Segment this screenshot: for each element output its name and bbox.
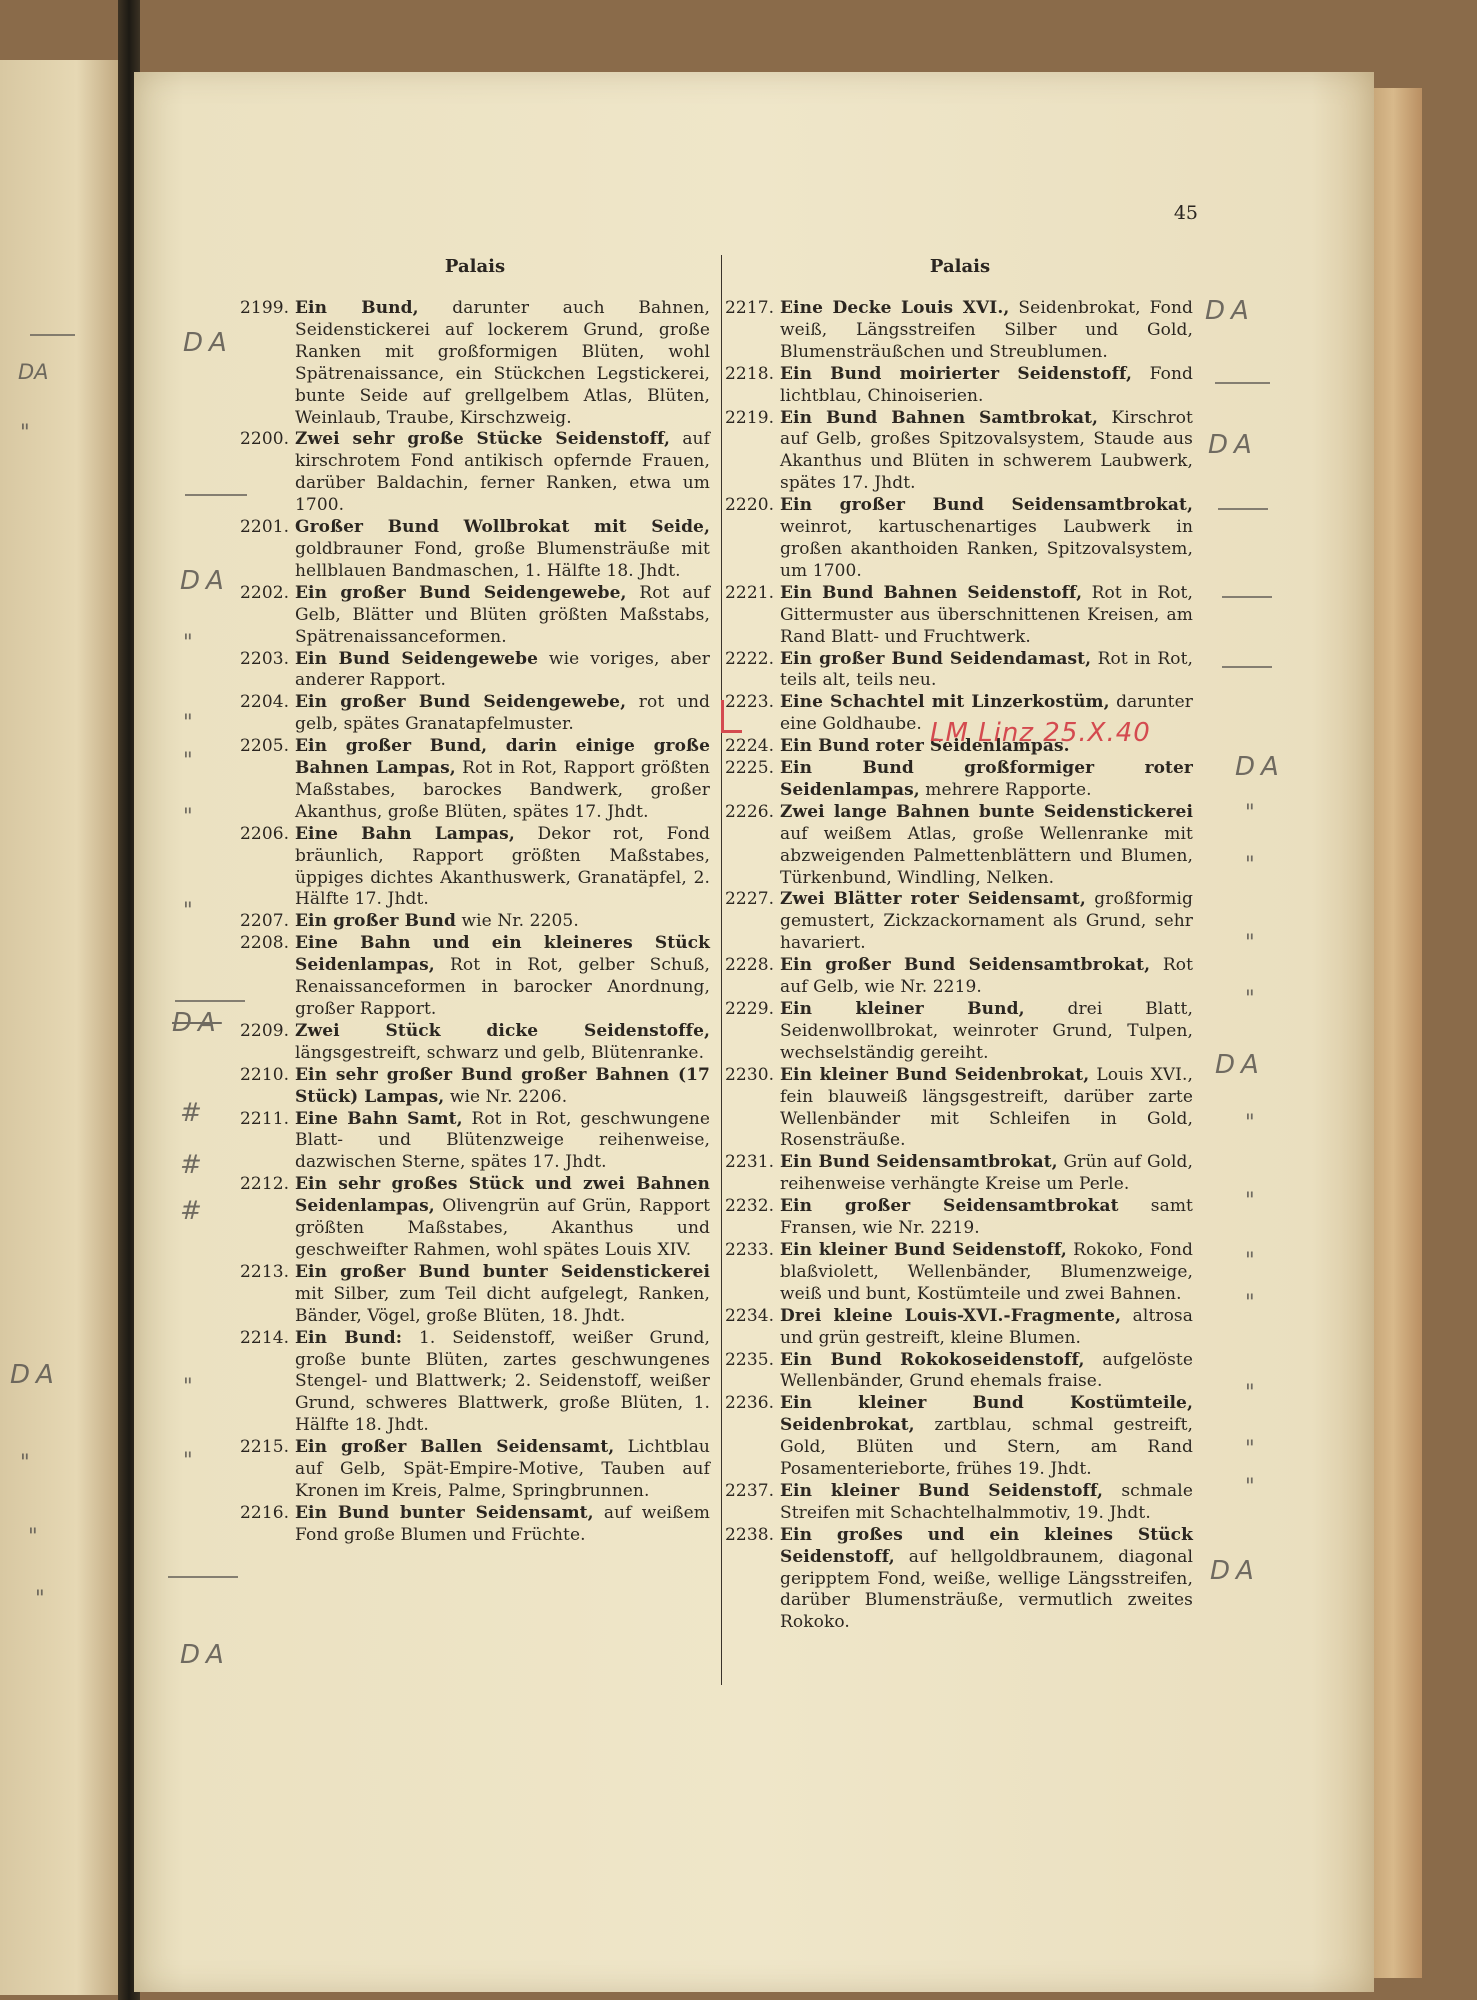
margin-dash: [1222, 596, 1272, 598]
entry-heading: Ein großer Bund Seidendamast,: [780, 648, 1092, 669]
entry-number: 2207.: [240, 911, 290, 932]
entry-number: 2200.: [240, 429, 290, 450]
entry-heading: Eine Decke Louis XVI.,: [780, 298, 1010, 318]
margin-note-da: DA: [10, 1360, 60, 1390]
entry-number: 2224.: [725, 736, 775, 757]
entry-heading: Ein kleiner Bund Seidenstoff,: [780, 1480, 1104, 1501]
catalog-entry: [725, 1196, 1193, 1240]
margin-note-ditto: ": [183, 710, 193, 734]
entry-heading: Zwei Blätter roter Seidensamt,: [780, 889, 1086, 910]
catalog-entry: [240, 1065, 710, 1109]
margin-note-ditto: ": [183, 1448, 193, 1472]
entry-number: 2225.: [725, 758, 775, 779]
margin-note-ditto: ": [1245, 800, 1255, 824]
margin-note-da: DA: [1215, 1050, 1265, 1080]
entry-number: 2222.: [725, 648, 775, 669]
entry-number: 2199.: [240, 298, 290, 318]
margin-note-ditto: ": [183, 898, 193, 922]
left-column: [240, 298, 710, 1547]
entry-heading: Ein sehr großer Bund großer Bahnen (17 Stück) Lampas,: [295, 1064, 710, 1107]
page-stack-edge: [1374, 88, 1422, 1978]
entry-heading: Ein großer Bund Seidensamtbrokat,: [780, 495, 1193, 516]
entry-number: 2204.: [240, 692, 290, 713]
entry-description: Rot in Rot, Rapport größten Maßstabes, barockes Bandwerk, großer Akanthus, große Blüten, spätes 17. Jhdt.: [295, 758, 710, 822]
catalog-entry: [240, 1174, 710, 1262]
catalog-entry: [240, 736, 710, 824]
catalog-entry: [240, 583, 710, 649]
catalog-entry: [240, 298, 710, 429]
margin-dash: [1222, 666, 1272, 668]
entry-heading: Eine Bahn Lampas,: [295, 823, 515, 844]
entry-number: 2238.: [725, 1524, 775, 1545]
catalog-entry: [240, 649, 710, 693]
entry-number: 2235.: [725, 1349, 775, 1370]
catalog-entry: [240, 1328, 710, 1438]
margin-note-ditto: ": [183, 748, 193, 772]
catalog-entry: [240, 1021, 710, 1065]
entry-number: 2210.: [240, 1064, 290, 1085]
margin-note-hash: #: [180, 1098, 208, 1128]
entry-number: 2228.: [725, 955, 775, 976]
entry-heading: Großer Bund Wollbrokat mit Seide,: [295, 517, 710, 538]
catalog-entry: [725, 1481, 1193, 1525]
entry-heading: Ein kleiner Bund Seidenstoff,: [780, 1239, 1067, 1260]
entry-heading: Drei kleine Louis-XVI.-Fragmente,: [780, 1305, 1122, 1326]
entry-heading: Ein großer Bund, darin einige große Bahnen Lampas,: [295, 736, 710, 779]
catalog-entry: [725, 583, 1193, 649]
entry-heading: Ein Bund Bahnen Samtbrokat,: [780, 407, 1099, 428]
right-column: [725, 298, 1193, 1634]
entry-number: 2213.: [240, 1261, 290, 1282]
margin-note-da: DA: [1210, 1556, 1260, 1586]
entry-description: Rot auf Gelb, Blätter und Blüten größten Maßstabs, Spätrenaissanceformen.: [295, 582, 710, 647]
entry-heading: Ein großer Bund Seidengewebe,: [295, 582, 627, 603]
entry-heading: Ein großer Bund Seidengewebe,: [295, 692, 627, 713]
entry-number: 2211.: [240, 1108, 290, 1129]
red-ink-note: LM Linz 25.X.40: [930, 718, 1151, 748]
entry-description: samt Fransen, wie Nr. 2219.: [780, 1196, 1193, 1239]
entry-number: 2234.: [725, 1305, 775, 1326]
entry-number: 2208.: [240, 933, 290, 954]
catalog-entry: [725, 1306, 1193, 1350]
margin-note-da: DA: [1208, 430, 1258, 460]
margin-dash: [185, 494, 247, 496]
entry-number: 2226.: [725, 801, 775, 822]
entry-description: wie Nr. 2206.: [444, 1086, 568, 1107]
entry-number: 2214.: [240, 1327, 290, 1348]
entry-description: wie voriges, aber anderer Rapport.: [295, 648, 710, 691]
margin-note-ditto: ": [1245, 852, 1255, 876]
margin-note-ditto: ": [28, 1524, 38, 1548]
margin-note-da: DA: [1235, 752, 1285, 782]
entry-number: 2203.: [240, 648, 290, 669]
red-ink-bracket: [721, 700, 742, 733]
entry-description: aufgelöste Wellenbänder, Grund ehemals fraise.: [780, 1349, 1193, 1392]
entry-description: Rot in Rot, teils alt, teils neu.: [780, 648, 1194, 691]
entry-heading: Ein Bund bunter Seidensamt,: [295, 1502, 594, 1523]
entry-number: 2202.: [240, 582, 290, 603]
catalog-entry: [725, 298, 1193, 364]
entry-number: 2233.: [725, 1239, 775, 1260]
catalog-entry: [725, 495, 1193, 583]
entry-description: Rot in Rot, Gittermuster aus überschnittenen Kreisen, am Rand Blatt- und Fruchtwerk.: [780, 582, 1193, 647]
catalog-entry: [725, 1350, 1193, 1394]
entry-number: 2227.: [725, 889, 775, 910]
entry-heading: Ein kleiner Bund Seidenbrokat,: [780, 1064, 1090, 1085]
entry-heading: Ein Bund Bahnen Seidenstoff,: [780, 582, 1083, 603]
margin-note-da: DA: [18, 360, 49, 384]
margin-note-ditto: ": [20, 420, 30, 444]
catalog-entry: [725, 758, 1193, 802]
margin-note-hash: #: [180, 1150, 208, 1180]
entry-description: auf hellgoldbraunem, diagonal geripptem Fond, weiße, wellige Längsstreifen, darüber Blumensträuße, vermutlich zweites Rokoko.: [780, 1546, 1193, 1633]
entry-heading: Eine Schachtel mit Linzerkostüm,: [780, 692, 1110, 713]
margin-dash: [1215, 382, 1270, 384]
margin-note-da: DA: [180, 1640, 230, 1670]
catalog-entry: [725, 889, 1193, 955]
entry-description: schmale Streifen mit Schachtelhalmmotiv, 19. Jhdt.: [780, 1480, 1193, 1523]
entry-description: altrosa und grün gestreift, kleine Blumen.: [780, 1305, 1193, 1348]
catalog-entry: [725, 999, 1193, 1065]
entry-description: Rot in Rot, gelber Schuß, Renaissanceformen in barocker Anordnung, großer Rapport.: [295, 955, 710, 1019]
entry-number: 2230.: [725, 1064, 775, 1085]
page-number: 45: [1173, 202, 1198, 224]
margin-dash: [30, 334, 75, 336]
catalog-entry: [725, 802, 1193, 890]
catalog-entry: [240, 429, 710, 517]
entry-heading: Ein großer Bund Seidensamtbrokat,: [780, 955, 1151, 976]
entry-description: Fond lichtblau, Chinoiserien.: [780, 363, 1193, 406]
entry-heading: Ein großer Bund: [295, 911, 456, 932]
margin-note-ditto: ": [183, 1374, 193, 1398]
catalog-entry: [725, 955, 1193, 999]
entry-description: mit Silber, zum Teil dicht aufgelegt, Ranken, Bänder, Vögel, große Blüten, 18. Jhdt.: [295, 1283, 710, 1326]
right-column-header: Palais: [929, 256, 991, 277]
margin-note-ditto: ": [1245, 986, 1255, 1010]
entry-description: Seidenbrokat, Fond weiß, Längsstreifen Silber und Gold, Blumensträußchen und Streublumen.: [780, 298, 1193, 362]
catalog-entry: [240, 824, 710, 912]
entry-description: Rot in Rot, geschwungene Blatt- und Blütenzweige reihenweise, dazwischen Sterne, spätes 17. Jhdt.: [295, 1108, 710, 1173]
margin-note-ditto: ": [1245, 1110, 1255, 1134]
column-divider: [721, 255, 722, 1685]
margin-note-ditto: ": [1245, 1380, 1255, 1404]
catalog-entry: [725, 649, 1193, 693]
margin-dash: [1218, 508, 1268, 510]
margin-note-ditto: ": [1245, 1436, 1255, 1460]
entry-description: mehrere Rapporte.: [919, 779, 1092, 800]
entry-description: 1. Seidenstoff, weißer Grund, große bunte Blüten, zartes geschwungenes Stengel- und Blattwerk; 2. Seidenstoff, weißer Grund, schweres Blattwerk, große Blüten, 1. Hälfte 18. Jhdt.: [295, 1327, 710, 1436]
entry-description: längsgestreift, schwarz und gelb, Blütenranke.: [295, 1042, 705, 1063]
entry-description: Kirschrot auf Gelb, großes Spitzovalsystem, Staude aus Akanthus und Blüten in schwerem Laubwerk, spätes 17. Jhdt.: [780, 407, 1193, 494]
entry-heading: Ein großer Ballen Seidensamt,: [295, 1437, 615, 1458]
catalog-entry: [240, 933, 710, 1021]
margin-note-ditto: ": [35, 1586, 45, 1610]
entry-heading: Eine Bahn und ein kleineres Stück Seidenlampas,: [295, 933, 710, 976]
margin-dash: [168, 1576, 238, 1578]
entry-description: Rokoko, Fond blaßviolett, Wellenbänder, Blumenzweige, weiß und bunt, Kostümteile und zwei Bahnen.: [780, 1239, 1193, 1304]
entry-number: 2221.: [725, 582, 775, 603]
entry-number: 2205.: [240, 736, 290, 757]
entry-description: darunter auch Bahnen, Seidenstickerei auf lockerem Grund, große Ranken mit großformigen Blüten, wohl Spätrenaissance, ein Stückchen Legstickerei, bunte Seide auf grellgelbem Atlas, Blüten, Weinlaub, Traube, Kirschzweig.: [295, 298, 710, 428]
margin-note-da-struck: DA: [172, 1008, 222, 1038]
entry-heading: Ein großer Bund bunter Seidenstickerei: [295, 1261, 710, 1282]
catalog-entry: [240, 911, 710, 933]
entry-number: 2237.: [725, 1480, 775, 1501]
margin-note-da: DA: [180, 566, 230, 596]
entry-heading: Zwei lange Bahnen bunte Seidenstickerei: [780, 801, 1193, 822]
entry-description: Olivengrün auf Grün, Rapport größten Maßstabes, Akanthus und geschweifter Rahmen, wohl spätes Louis XIV.: [295, 1196, 710, 1260]
catalog-entry: [240, 1437, 710, 1503]
entry-number: 2215.: [240, 1437, 290, 1458]
entry-description: rot und gelb, spätes Granatapfelmuster.: [295, 692, 710, 735]
entry-number: 2229.: [725, 999, 775, 1019]
catalog-entry: [725, 1240, 1193, 1306]
entry-number: 2209.: [240, 1020, 290, 1041]
margin-note-ditto: ": [1245, 1474, 1255, 1498]
entry-number: 2219.: [725, 407, 775, 428]
entry-heading: Ein sehr großes Stück und zwei Bahnen Seidenlampas,: [295, 1174, 710, 1217]
entry-heading: Ein Bund Rokokoseidenstoff,: [780, 1349, 1085, 1370]
margin-note-da: DA: [1205, 296, 1255, 326]
entry-description: großformig gemustert, Zickzackornament als Grund, sehr havariert.: [780, 889, 1193, 954]
entry-description: Rot auf Gelb, wie Nr. 2219.: [780, 955, 1193, 998]
entry-heading: Ein Bund moirierter Seidenstoff,: [780, 363, 1133, 384]
entry-number: 2206.: [240, 823, 290, 844]
entry-heading: Ein Bund Seidengewebe: [295, 648, 538, 669]
entry-number: 2236.: [725, 1393, 775, 1414]
catalog-entry: [240, 1503, 710, 1547]
entry-heading: Ein Bund Seidensamtbrokat,: [780, 1152, 1058, 1173]
entry-description: goldbrauner Fond, große Blumensträuße mit hellblauen Bandmaschen, 1. Hälfte 18. Jhdt.: [295, 538, 710, 581]
margin-note-da: DA: [183, 328, 233, 358]
entry-description: zartblau, schmal gestreift, Gold, Blüten und Stern, am Rand Posamenterieborte, frühes 19. Jhdt.: [780, 1415, 1193, 1480]
entry-description: auf weißem Fond große Blumen und Früchte.: [295, 1502, 710, 1545]
entry-number: 2223.: [725, 692, 775, 713]
entry-number: 2216.: [240, 1502, 290, 1523]
catalog-entry: [240, 1262, 710, 1328]
entry-description: Grün auf Gold, reihenweise verhängte Kreise um Perle.: [780, 1152, 1193, 1195]
entry-description: Louis XVI., fein blauweiß längsgestreift, darüber zarte Wellenbänder mit Schleifen in Gold, Rosensträuße.: [780, 1064, 1193, 1151]
catalog-entry: [725, 1152, 1193, 1196]
entry-number: 2201.: [240, 517, 290, 538]
catalog-entry: [240, 692, 710, 736]
entry-number: 2217.: [725, 298, 775, 318]
entry-number: 2231.: [725, 1152, 775, 1173]
entry-number: 2218.: [725, 363, 775, 384]
catalog-entry: [725, 1393, 1193, 1481]
catalog-entry: [725, 408, 1193, 496]
catalog-entry: [725, 1065, 1193, 1153]
entry-heading: Ein kleiner Bund Kostümteile, Seidenbrokat,: [780, 1393, 1193, 1436]
entry-heading: Zwei Stück dicke Seidenstoffe,: [295, 1020, 710, 1041]
entry-number: 2220.: [725, 495, 775, 516]
entry-heading: Ein Bund:: [295, 1327, 403, 1348]
entry-number: 2232.: [725, 1196, 775, 1217]
entry-heading: Ein Bund,: [295, 298, 419, 318]
margin-note-hash: #: [180, 1196, 208, 1226]
previous-page-edge: [0, 60, 128, 1995]
margin-note-ditto: ": [1245, 1188, 1255, 1212]
entry-description: Dekor rot, Fond bräunlich, Rapport größten Maßstabes, üppiges dichtes Akanthuswerk, Granatäpfel, 2. Hälfte 17. Jhdt.: [295, 823, 710, 910]
left-column-header: Palais: [444, 256, 506, 277]
entry-heading: Ein Bund großformiger roter Seidenlampas,: [780, 758, 1193, 800]
entry-heading: Ein großer Seidensamtbrokat: [780, 1196, 1119, 1217]
entry-description: auf kirschrotem Fond antikisch opfernde Frauen, darüber Baldachin, ferner Ranken, etwa um 1700.: [295, 429, 711, 516]
catalog-entry: [725, 364, 1193, 408]
entry-number: 2212.: [240, 1174, 290, 1195]
margin-dash: [175, 1000, 245, 1002]
entry-description: darunter eine Goldhaube.: [780, 692, 1193, 735]
entry-description: wie Nr. 2205.: [455, 911, 579, 932]
entry-heading: Ein großes und ein kleines Stück Seidenstoff,: [780, 1524, 1193, 1567]
margin-note-ditto: ": [20, 1450, 30, 1474]
margin-note-ditto: ": [1245, 1248, 1255, 1272]
entry-description: weinrot, kartuschenartiges Laubwerk in großen akanthoiden Ranken, Spitzovalsystem, um 1700.: [780, 517, 1193, 581]
margin-note-ditto: ": [1245, 930, 1255, 954]
margin-note-ditto: ": [1245, 1290, 1255, 1314]
entry-heading: Ein kleiner Bund,: [780, 999, 1025, 1019]
margin-note-ditto: ": [183, 630, 193, 654]
entry-heading: Ein Bund roter Seidenlampas.: [780, 736, 1070, 757]
entry-description: Lichtblau auf Gelb, Spät-Empire-Motive, Tauben auf Kronen im Kreis, Palme, Springbrunnen.: [295, 1437, 710, 1501]
entry-heading: Eine Bahn Samt,: [295, 1108, 463, 1129]
catalog-entry: [240, 517, 710, 583]
catalog-entry: [725, 1525, 1193, 1635]
margin-note-ditto: ": [183, 804, 193, 828]
entry-description: auf weißem Atlas, große Wellenranke mit abzweigenden Palmettenblättern und Blumen, Türkenbund, Windling, Nelken.: [780, 823, 1193, 888]
catalog-entry: [240, 1109, 710, 1175]
entry-description: drei Blatt, Seidenwollbrokat, weinroter Grund, Tulpen, wechselständig gereiht.: [780, 999, 1193, 1063]
entry-heading: Zwei sehr große Stücke Seidenstoff,: [295, 429, 671, 450]
